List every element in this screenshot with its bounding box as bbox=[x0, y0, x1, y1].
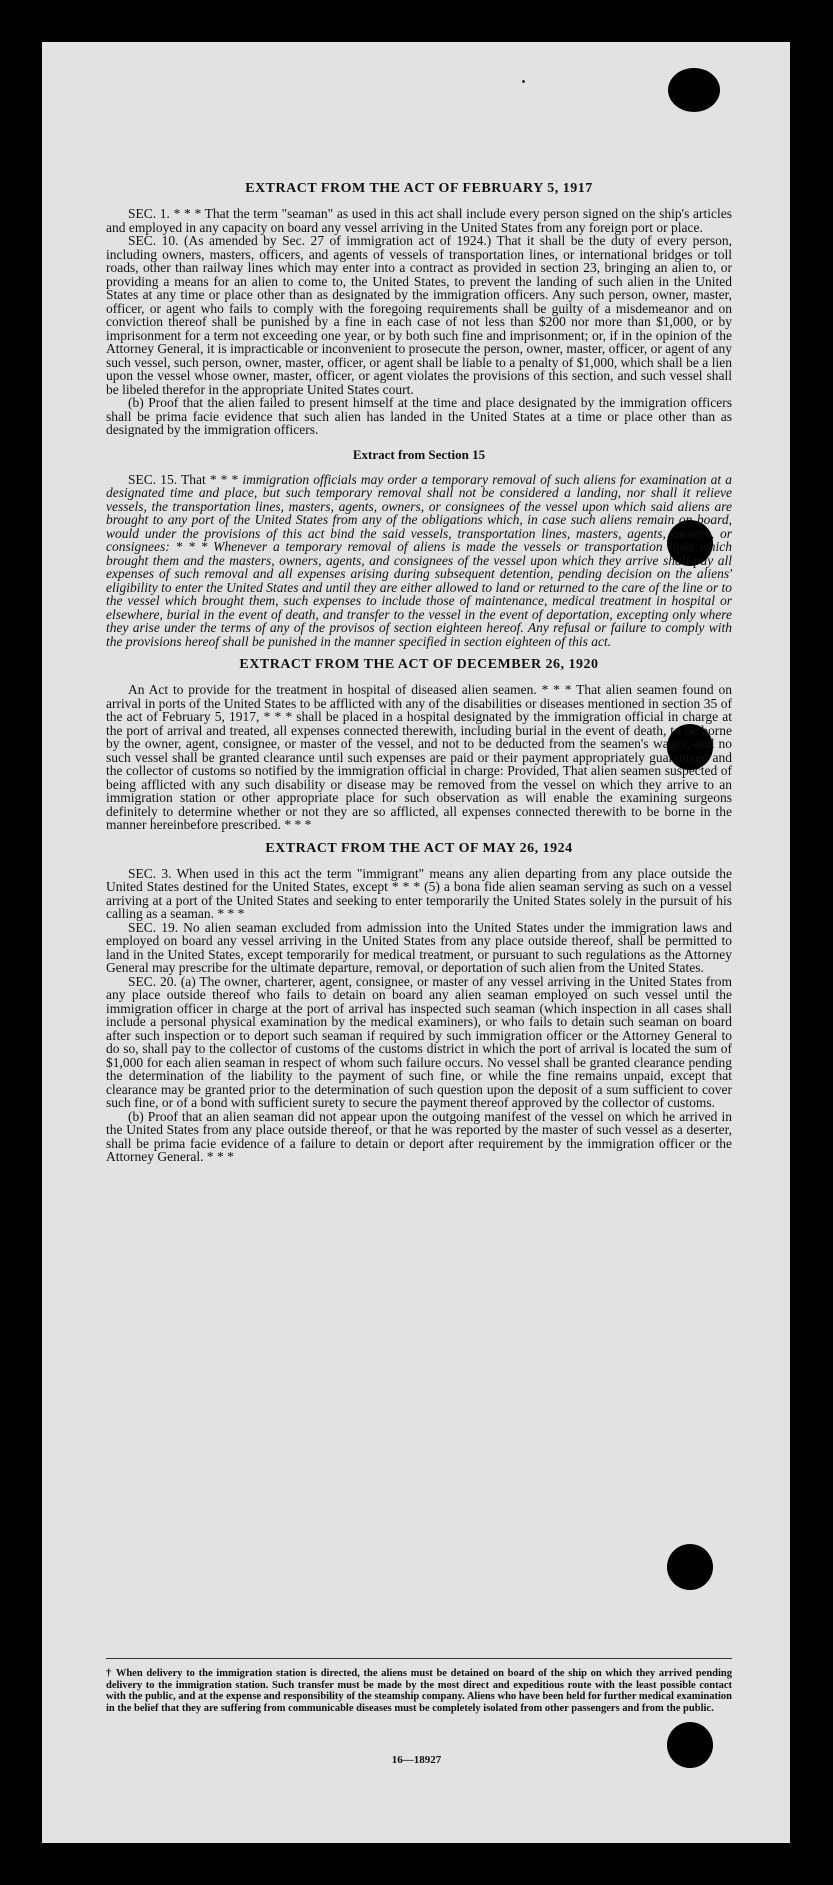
document-number: 16—18927 bbox=[391, 1754, 442, 1766]
paragraph: SEC. 20. (a) The owner, charterer, agent, consignee, or master of any vessel arriving in the United States from any place outside thereof who fails to detain on board any alien seaman employed on such vessel until the immigration officer in charge at the port of arrival has inspected such seaman (which inspection in all cases shall include a personal physical examination by the medical examiners), or who fails to detain such seaman on board after such inspection or to deport such seaman if required by such immigration officer or the Attorney General to do so, shall pay to the collector of customs of the customs district in which the port of arrival is located the sum of $1,000 for each alien seaman in respect of whom such failure occurs. No vessel shall be granted clearance pending the determination of the liability to the payment of such fine, or while the fine remains unpaid, except that clearance may be granted prior to the determination of such question upon the deposit of a sum sufficient to cover such fine, or of a bond with sufficient surety to secure the payment thereof approved by the collector of customs. bbox=[106, 973, 732, 1110]
section-act-1917 bbox=[106, 180, 732, 437]
section-heading: Extract from Section 15 bbox=[352, 446, 486, 462]
paragraph: (b) Proof that the alien failed to present himself at the time and place designated by the immigration officers shall be prima facie evidence that such alien has landed in the United States at a time or place other than as designated by the immigration officers. bbox=[106, 395, 732, 437]
document-body bbox=[106, 180, 732, 1172]
section-heading: EXTRACT FROM THE ACT OF MAY 26, 1924 bbox=[265, 840, 573, 856]
paragraph-lead: SEC. 15. That * * * bbox=[128, 471, 239, 487]
paragraph-italic: immigration officials may order a temporary removal of such aliens for examination at a designated time and place, but such temporary removal shall not be considered a landing, nor shall it relieve vessels, the transportation lines, masters, agents, owners, or consignees of the vessel upon which said aliens are brought to any port of the United States from any of the obligations which, in case such aliens remain on board, would under the provisions of this act bind the said vessels, transportation lines, masters, agents, owners, or consignees: * * * Whenever a temporary removal of aliens is made the vessels or transportation lines which brought them and the masters, owners, agents, and consignees of the vessel upon which they arrive shall pay all expenses of such removal and all expenses arising during subsequent detention, pending decision on the aliens' eligibility to enter the United States and until they are either allowed to land or returned to the care of the line or to the vessel which brought them, such expenses to include those of maintenance, medical treatment in hospital or elsewhere, burial in the event of death, and transfer to the vessel in the event of deportation, excepting only where they arise under the terms of any of the provisos of section eighteen hereof. Any refusal or failure to comply with the provisions hereof shall be punished in the manner specified in section eighteen of this act. bbox=[106, 471, 732, 649]
speck-mark bbox=[522, 80, 525, 83]
section-act-1924 bbox=[106, 840, 732, 1164]
punch-hole-3 bbox=[667, 1544, 713, 1590]
section-heading: EXTRACT FROM THE ACT OF FEBRUARY 5, 1917 bbox=[245, 181, 593, 196]
paragraph: (b) Proof that an alien seaman did not appear upon the outgoing manifest of the vessel on which he arrived in the United States from any place outside thereof, or that he was reported by the master of such vessel as a deserter, shall be prima facie evidence of a failure to detain or deport after requirement by the immigration officer or the Attorney General. * * * bbox=[106, 1108, 732, 1164]
section-15 bbox=[106, 447, 732, 649]
footnote-divider bbox=[106, 1658, 732, 1659]
paragraph: SEC. 10. (As amended by Sec. 27 of immigration act of 1924.) That it shall be the duty of every person, including owners, masters, officers, and agents of vessels of transportation lines, or international bridges or toll roads, other than railway lines which may enter into a contract as provided in section 23, bringing an alien to, or providing a means for an alien to come to, the United States, to prevent the landing of such alien in the United States at any time or place other than as designated by the immigration officers. Any such person, owner, master, officer, or agent who fails to comply with the foregoing requirements shall be guilty of a misdemeanor and on conviction thereof shall be punished by a fine in each case of not less than $200 nor more than $1,000, or by imprisonment for a term not exceeding one year, or by both such fine and imprisonment; or, if in the opinion of the Attorney General, it is impracticable or inconvenient to prosecute the person, owner, master, officer, or agent of any such vessel, such person, owner, master, officer, or agent shall be liable to a penalty of $1,000, which shall be a lien upon the vessel whose owner, master, officer, or agent violates the provisions of this section, and such vessel shall be libeled therefor in the appropriate United States court. bbox=[106, 233, 732, 397]
section-act-1920 bbox=[106, 656, 732, 832]
paragraph bbox=[106, 473, 732, 649]
punch-hole-top bbox=[668, 68, 720, 112]
paragraph: SEC. 3. When used in this act the term "immigrant" means any alien departing from any place outside the United States destined for the United States, except * * * (5) a bona fide alien seaman serving as such on a vessel arriving at a port of the United States and seeking to enter temporarily the United States solely in the pursuit of his calling as a seaman. * * * bbox=[106, 865, 732, 921]
footnote: † When delivery to the immigration station is directed, the aliens must be detained on board of the ship on which they arrived pending delivery to the immigration station. Such transfer must be made by the most direct and expeditious route with the least possible contact with the public, and at the expense and responsibility of the steamship company. Aliens who have been held for further medical examination in the belief that they are suffering from communicable diseases must be completely isolated from other passengers and from the public. bbox=[106, 1668, 732, 1714]
paragraph: SEC. 19. No alien seaman excluded from admission into the United States under the immigration laws and employed on board any vessel arriving in the United States from any place outside thereof, shall be permitted to land in the United States, except temporarily for medical treatment, or pursuant to such regulations as the Attorney General may prescribe for the ultimate departure, removal, or deportation of such alien from the United States. bbox=[106, 919, 732, 975]
paragraph: SEC. 1. * * * That the term "seaman" as used in this act shall include every person signed on the ship's articles and employed in any capacity on board any vessel arriving in the United States from any foreign port or place. bbox=[106, 206, 732, 235]
section-heading: EXTRACT FROM THE ACT OF DECEMBER 26, 1920 bbox=[239, 657, 599, 672]
paragraph: An Act to provide for the treatment in hospital of diseased alien seamen. * * * That alien seamen found on arrival in ports of the United States to be afflicted with any of the disabilities or diseases mentioned in section 35 of the act of February 5, 1917, * * * shall be placed in a hospital designated by the immigration official in charge at the port of arrival and treated, all expenses connected therewith, including burial in the event of death, to be borne by the owner, agent, consignee, or master of the vessel, and not to be deducted from the seamen's wages, and no such vessel shall be granted clearance until such expenses are paid or their payment appropriately guaranteed and the collector of customs so notified by the immigration official in charge: Provided, That alien seamen suspected of being afflicted with any such disability or disease may be removed from the vessel on which they arrive to an immigration station or other appropriate place for such observation as will enable the examining surgeons definitely to determine whether or not they are so afflicted, all expenses connected therewith to be borne in the manner hereinbefore prescribed. * * * bbox=[106, 682, 732, 832]
